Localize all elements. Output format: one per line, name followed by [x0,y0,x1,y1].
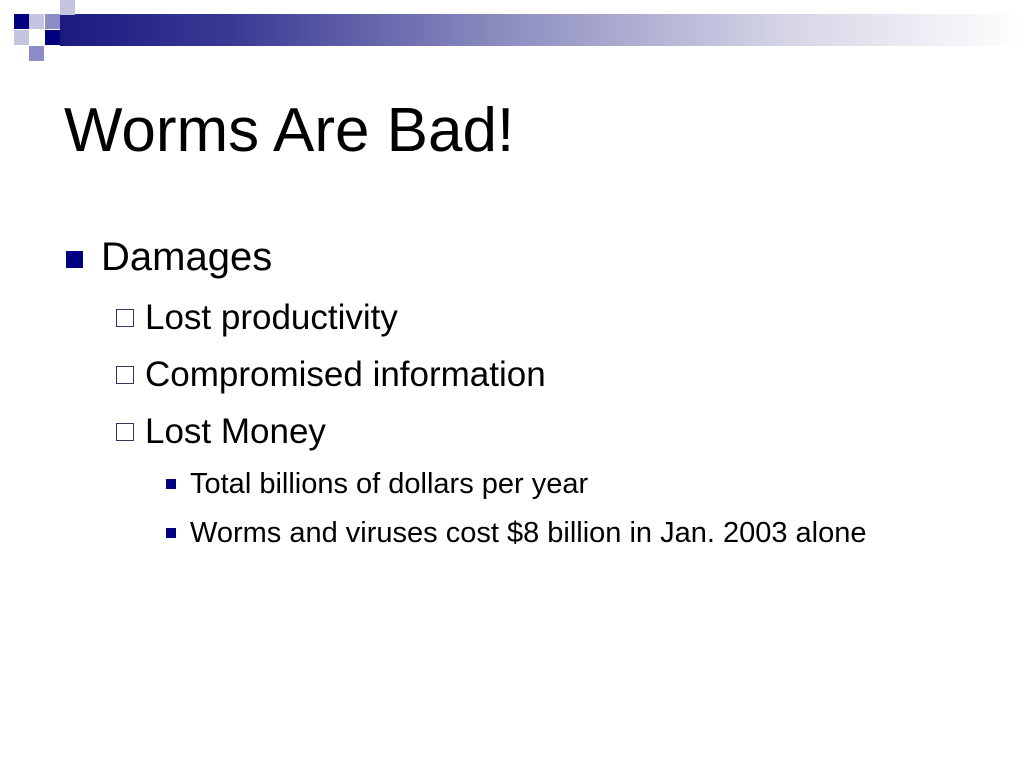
hollow-square-bullet-icon [116,423,134,441]
decor-square [29,46,44,61]
decor-square [60,0,75,15]
bullet-text: Total billions of dollars per year [190,468,589,500]
square-bullet-icon [166,528,176,538]
slide-title: Worms Are Bad! [64,96,515,165]
hollow-square-bullet-icon [116,309,134,327]
bullet-text: Worms and viruses cost $8 billion in Jan. 2003 alone [190,517,867,549]
bullet-text: Lost Money [145,412,326,451]
bullet-item-level3 [166,513,926,554]
bullet-text: Compromised information [145,355,546,394]
square-bullet-icon [166,479,176,489]
decor-square [45,30,60,45]
bullet-item-level3 [166,464,926,505]
bullet-text: Damages [101,235,273,279]
decor-square [14,14,29,29]
decor-square [45,14,60,29]
bullet-text: Lost productivity [145,298,398,337]
decor-square [14,30,29,45]
hollow-square-bullet-icon [116,366,134,384]
square-bullet-icon [66,251,83,268]
decor-square [29,14,44,29]
header-gradient-bar [60,14,1024,46]
